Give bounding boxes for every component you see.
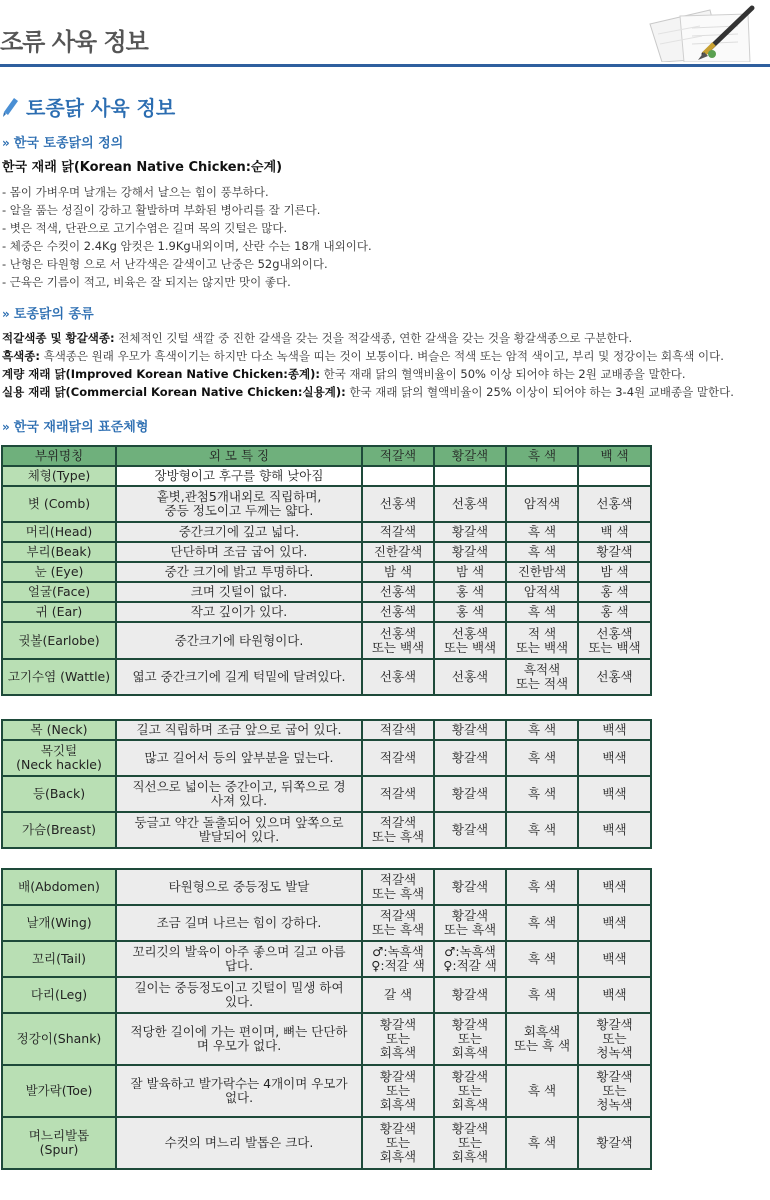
- table-row: [2, 522, 651, 542]
- table-row: [2, 486, 651, 522]
- column-header: 적갈색: [362, 446, 434, 466]
- list-item: - 알을 품는 성질이 강하고 활발하며 부화된 병아리를 잘 기른다.: [2, 203, 321, 217]
- table-row: [2, 812, 651, 848]
- red-brown-cell: 갈 색: [362, 977, 434, 1013]
- red-brown-cell: 진한갈색: [362, 542, 434, 562]
- standard-table-1: [1, 445, 652, 696]
- yellow-brown-cell: 황갈색: [434, 812, 506, 848]
- black-cell: 진한밤색: [506, 562, 578, 582]
- column-header: 백 색: [578, 446, 651, 466]
- yellow-brown-cell: 황갈색: [434, 720, 506, 740]
- appearance-cell: 중간크기에 타원형이다.: [116, 622, 362, 659]
- list-item: - 근육은 기름이 적고, 비육은 잘 되지는 않지만 맛이 좋다.: [2, 275, 291, 289]
- part-name-cell: 꼬리(Tail): [2, 941, 116, 977]
- part-name-cell: 가슴(Breast): [2, 812, 116, 848]
- standard-heading: » 한국 재래닭의 표준체형: [2, 420, 149, 435]
- white-cell: 백색: [578, 941, 651, 977]
- table-row: [2, 869, 651, 905]
- red-brown-cell: 적갈색 또는 흑색: [362, 905, 434, 941]
- appearance-cell: 단단하며 조금 굽어 있다.: [116, 542, 362, 562]
- table-row: [2, 562, 651, 582]
- column-header: 외 모 특 징: [116, 446, 362, 466]
- yellow-brown-cell: 황갈색: [434, 542, 506, 562]
- black-cell: 흑 색: [506, 720, 578, 740]
- white-cell: 선홍색: [578, 659, 651, 695]
- part-name-cell: 목 (Neck): [2, 720, 116, 740]
- black-cell: [506, 466, 578, 486]
- page-title: 조류 사육 정보: [0, 28, 148, 56]
- table-header-row: [2, 446, 651, 466]
- black-cell: 흑적색 또는 적색: [506, 659, 578, 695]
- page-header: [0, 0, 770, 67]
- appearance-cell: 수컷의 며느리 발톱은 크다.: [116, 1117, 362, 1169]
- yellow-brown-cell: ♂:녹흑색 ♀:적갈 색: [434, 941, 506, 977]
- white-cell: 백색: [578, 776, 651, 812]
- table-row: [2, 740, 651, 776]
- definition-list: [2, 183, 372, 291]
- white-cell: 백 색: [578, 522, 651, 542]
- red-brown-cell: 선홍색: [362, 486, 434, 522]
- black-cell: 흑 색: [506, 905, 578, 941]
- black-cell: 회흑색 또는 흑 색: [506, 1013, 578, 1065]
- red-brown-cell: 적갈색: [362, 522, 434, 542]
- appearance-cell: 꼬리깃의 발육이 아주 좋으며 길고 아름 답다.: [116, 941, 362, 977]
- appearance-cell: 홑볏,관첨5개내외로 직립하며, 중등 정도이고 두께는 얇다.: [116, 486, 362, 522]
- red-brown-cell: 황갈색 또는 회흑색: [362, 1013, 434, 1065]
- red-brown-cell: 선홍색: [362, 659, 434, 695]
- white-cell: 백색: [578, 740, 651, 776]
- types-heading: » 토종닭의 종류: [2, 307, 94, 322]
- white-cell: 황갈색: [578, 542, 651, 562]
- chevron-right-icon: »: [2, 307, 10, 321]
- black-cell: 흑 색: [506, 1117, 578, 1169]
- list-item: - 볏은 적색, 단관으로 고기수염은 길며 목의 깃털은 많다.: [2, 221, 288, 235]
- yellow-brown-cell: [434, 466, 506, 486]
- yellow-brown-cell: 홍 색: [434, 602, 506, 622]
- black-cell: 흑 색: [506, 740, 578, 776]
- table-row: [2, 941, 651, 977]
- part-name-cell: 귀 (Ear): [2, 602, 116, 622]
- black-cell: 암적색: [506, 582, 578, 602]
- writing-pen-icon: [640, 4, 758, 62]
- table-row: [2, 659, 651, 695]
- white-cell: 밤 색: [578, 562, 651, 582]
- list-item: - 난형은 타원형 으로 서 난각색은 갈색이고 난중은 52g내외이다.: [2, 257, 328, 271]
- black-cell: 흑 색: [506, 1065, 578, 1117]
- chevron-right-icon: »: [2, 420, 10, 434]
- part-name-cell: 날개(Wing): [2, 905, 116, 941]
- part-name-cell: 목깃털 (Neck hackle): [2, 740, 116, 776]
- table-row: [2, 466, 651, 486]
- appearance-cell: 타원형으로 중등정도 발달: [116, 869, 362, 905]
- column-header: 부위명칭: [2, 446, 116, 466]
- table-row: [2, 1013, 651, 1065]
- appearance-cell: 적당한 길이에 가는 편이며, 뼈는 단단하 며 우모가 없다.: [116, 1013, 362, 1065]
- table-row: [2, 720, 651, 740]
- red-brown-cell: 적갈색: [362, 776, 434, 812]
- yellow-brown-cell: 황갈색 또는 회흑색: [434, 1013, 506, 1065]
- part-name-cell: 눈 (Eye): [2, 562, 116, 582]
- column-header: 황갈색: [434, 446, 506, 466]
- table-row: [2, 1117, 651, 1169]
- black-cell: 흑 색: [506, 542, 578, 562]
- white-cell: 홍 색: [578, 602, 651, 622]
- pencil-icon: [2, 96, 20, 118]
- white-cell: 황갈색: [578, 1117, 651, 1169]
- appearance-cell: 많고 길어서 등의 앞부분을 덮는다.: [116, 740, 362, 776]
- types-list: [2, 329, 734, 401]
- black-cell: 흑 색: [506, 869, 578, 905]
- part-name-cell: 고기수염 (Wattle): [2, 659, 116, 695]
- red-brown-cell: 선홍색: [362, 602, 434, 622]
- part-name-cell: 귓볼(Earlobe): [2, 622, 116, 659]
- white-cell: 백색: [578, 812, 651, 848]
- red-brown-cell: 선홍색: [362, 582, 434, 602]
- part-name-cell: 발가락(Toe): [2, 1065, 116, 1117]
- chevron-right-icon: »: [2, 136, 10, 150]
- red-brown-cell: 적갈색 또는 흑색: [362, 812, 434, 848]
- red-brown-cell: 적갈색: [362, 740, 434, 776]
- red-brown-cell: 선홍색 또는 백색: [362, 622, 434, 659]
- part-name-cell: 체형(Type): [2, 466, 116, 486]
- white-cell: 백색: [578, 720, 651, 740]
- list-item: 계량 재래 닭(Improved Korean Native Chicken:종계): 한국 재래 닭의 혈액비율이 50% 이상 되어야 하는 2원 교배종을 말한다.: [2, 367, 686, 381]
- appearance-cell: 중간 크기에 밝고 투명하다.: [116, 562, 362, 582]
- red-brown-cell: 적갈색: [362, 720, 434, 740]
- white-cell: 백색: [578, 905, 651, 941]
- definition-heading: » 한국 토종닭의 정의: [2, 136, 124, 151]
- yellow-brown-cell: 황갈색: [434, 740, 506, 776]
- red-brown-cell: 적갈색 또는 흑색: [362, 869, 434, 905]
- list-item: - 체중은 수컷이 2.4Kg 암컷은 1.9Kg내외이며, 산란 수는 18개 내외이다.: [2, 239, 372, 253]
- part-name-cell: 다리(Leg): [2, 977, 116, 1013]
- part-name-cell: 머리(Head): [2, 522, 116, 542]
- appearance-cell: 조금 길며 나르는 힘이 강하다.: [116, 905, 362, 941]
- table-row: [2, 1065, 651, 1117]
- white-cell: 선홍색 또는 백색: [578, 622, 651, 659]
- appearance-cell: 잘 발육하고 발가락수는 4개이며 우모가 없다.: [116, 1065, 362, 1117]
- list-item: 실용 재래 닭(Commercial Korean Native Chicken:실용계): 한국 재래 닭의 혈액비율이 25% 이상이 되어야 하는 3-4원 교배종을 말한다.: [2, 385, 734, 399]
- table-row: [2, 602, 651, 622]
- black-cell: 흑 색: [506, 977, 578, 1013]
- table-row: [2, 905, 651, 941]
- white-cell: [578, 466, 651, 486]
- white-cell: 황갈색 또는 청녹색: [578, 1065, 651, 1117]
- white-cell: 황갈색 또는 청녹색: [578, 1013, 651, 1065]
- white-cell: 홍 색: [578, 582, 651, 602]
- section-title: [2, 92, 175, 121]
- part-name-cell: 부리(Beak): [2, 542, 116, 562]
- list-item: - 몸이 가벼우며 날개는 강해서 날으는 힘이 풍부하다.: [2, 185, 269, 199]
- yellow-brown-cell: 황갈색 또는 회흑색: [434, 1117, 506, 1169]
- yellow-brown-cell: 황갈색 또는 흑색: [434, 905, 506, 941]
- yellow-brown-cell: 선홍색: [434, 659, 506, 695]
- appearance-cell: 길고 직립하며 조금 앞으로 굽어 있다.: [116, 720, 362, 740]
- appearance-cell: 둥글고 약간 돌출되어 있으며 앞쪽으로 발달되어 있다.: [116, 812, 362, 848]
- list-item: 흑색종: 흑색종은 원래 우모가 흑색이기는 하지만 다소 녹색을 띠는 것이 보통이다. 벼슬은 적색 또는 암적 색이고, 부리 및 정강이는 회흑색 이다.: [2, 349, 724, 363]
- standard-table-2: [1, 719, 652, 849]
- appearance-cell: 직선으로 넓이는 중간이고, 뒤쪽으로 경 사져 있다.: [116, 776, 362, 812]
- appearance-cell: 중간크기에 깊고 넓다.: [116, 522, 362, 542]
- appearance-cell: 크며 깃털이 없다.: [116, 582, 362, 602]
- yellow-brown-cell: 선홍색: [434, 486, 506, 522]
- list-item: 적갈색종 및 황갈색종: 전체적인 깃털 색깔 중 진한 갈색을 갖는 것을 적갈색종, 연한 갈색을 갖는 것을 황갈색종으로 구분한다.: [2, 331, 633, 345]
- definition-title: 한국 재래 닭(Korean Native Chicken:순계): [2, 160, 283, 175]
- black-cell: 흑 색: [506, 602, 578, 622]
- white-cell: 백색: [578, 869, 651, 905]
- black-cell: 흑 색: [506, 941, 578, 977]
- black-cell: 암적색: [506, 486, 578, 522]
- white-cell: 선홍색: [578, 486, 651, 522]
- table-row: [2, 776, 651, 812]
- white-cell: 백색: [578, 977, 651, 1013]
- column-header: 흑 색: [506, 446, 578, 466]
- part-name-cell: 볏 (Comb): [2, 486, 116, 522]
- yellow-brown-cell: 홍 색: [434, 582, 506, 602]
- yellow-brown-cell: 황갈색 또는 회흑색: [434, 1065, 506, 1117]
- yellow-brown-cell: 선홍색 또는 백색: [434, 622, 506, 659]
- standard-table-3: [1, 868, 652, 1170]
- appearance-cell: 장방형이고 후구를 향해 낮아짐: [116, 466, 362, 486]
- red-brown-cell: [362, 466, 434, 486]
- part-name-cell: 등(Back): [2, 776, 116, 812]
- yellow-brown-cell: 황갈색: [434, 522, 506, 542]
- appearance-cell: 길이는 중등정도이고 깃털이 밀생 하여 있다.: [116, 977, 362, 1013]
- yellow-brown-cell: 황갈색: [434, 977, 506, 1013]
- appearance-cell: 작고 깊이가 있다.: [116, 602, 362, 622]
- red-brown-cell: ♂:녹흑색 ♀:적갈 색: [362, 941, 434, 977]
- black-cell: 흑 색: [506, 812, 578, 848]
- part-name-cell: 얼굴(Face): [2, 582, 116, 602]
- part-name-cell: 며느리발톱 (Spur): [2, 1117, 116, 1169]
- section-title-text: 토종닭 사육 정보: [26, 96, 176, 120]
- black-cell: 적 색 또는 백색: [506, 622, 578, 659]
- appearance-cell: 엷고 중간크기에 길게 턱밑에 달려있다.: [116, 659, 362, 695]
- part-name-cell: 배(Abdomen): [2, 869, 116, 905]
- table-row: [2, 977, 651, 1013]
- red-brown-cell: 황갈색 또는 회흑색: [362, 1117, 434, 1169]
- black-cell: 흑 색: [506, 776, 578, 812]
- yellow-brown-cell: 밤 색: [434, 562, 506, 582]
- table-row: [2, 542, 651, 562]
- red-brown-cell: 황갈색 또는 회흑색: [362, 1065, 434, 1117]
- table-row: [2, 622, 651, 659]
- yellow-brown-cell: 황갈색: [434, 776, 506, 812]
- black-cell: 흑 색: [506, 522, 578, 542]
- table-row: [2, 582, 651, 602]
- red-brown-cell: 밤 색: [362, 562, 434, 582]
- yellow-brown-cell: 황갈색: [434, 869, 506, 905]
- part-name-cell: 정강이(Shank): [2, 1013, 116, 1065]
